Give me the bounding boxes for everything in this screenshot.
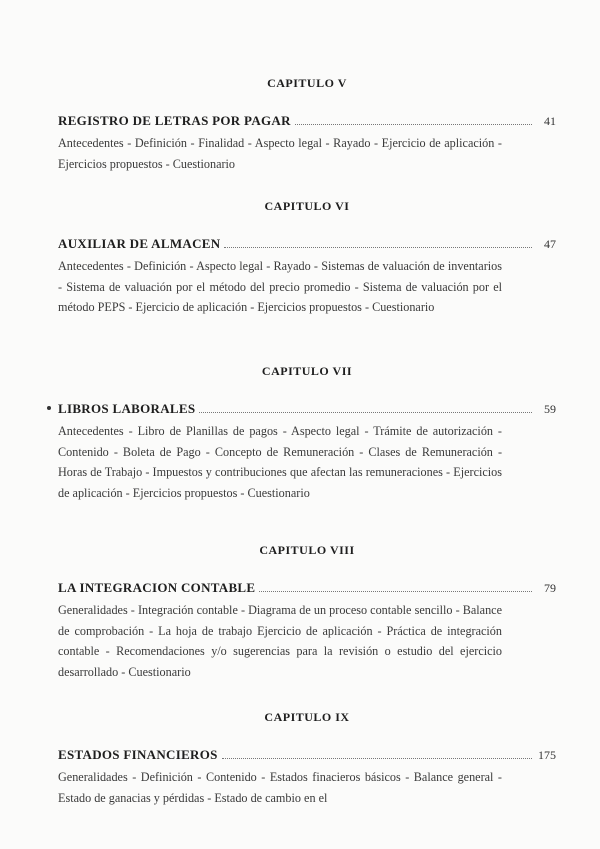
- chapter-heading: CAPITULO VI: [264, 199, 350, 213]
- dot-leader: [199, 411, 532, 413]
- chapter-heading: CAPITULO V: [267, 76, 347, 90]
- chapter-vi: [58, 199, 556, 318]
- entry-title: REGISTRO DE LETRAS POR PAGAR: [58, 113, 291, 128]
- chapter-ix: [58, 710, 556, 808]
- entry-page-number: 41: [544, 114, 556, 128]
- chapter-vii: [58, 364, 556, 503]
- toc-entry: [58, 111, 556, 131]
- toc-entry: [58, 399, 556, 419]
- chapter-v: [58, 76, 556, 174]
- toc-entry: [58, 578, 556, 598]
- toc-entry: [58, 234, 556, 254]
- entry-title: ESTADOS FINANCIEROS: [58, 747, 218, 762]
- entry-description: Antecedentes - Libro de Planillas de pagos - Aspecto legal - Trámite de autorización - Contenido - Boleta de Pago - Concepto de Remuneración - Clases de Remuneración - Horas de Trabajo - Impuestos y contribuciones que afectan las remuneraciones - Ejercicios de aplicación - Ejercicios propuestos - Cuestionario: [58, 424, 502, 500]
- entry-page-number: 79: [544, 581, 556, 595]
- dot-leader: [224, 246, 532, 248]
- entry-page-number: 59: [544, 402, 556, 416]
- bullet-mark: [47, 406, 51, 410]
- dot-leader: [259, 590, 532, 592]
- entry-page-number: 47: [544, 237, 556, 251]
- chapter-heading: CAPITULO VIII: [259, 543, 355, 557]
- entry-title: LIBROS LABORALES: [58, 401, 196, 416]
- entry-description: Generalidades - Definición - Contenido - Estados finacieros básicos - Balance general - Estado de ganacias y pérdidas - Estado de cambio en el: [58, 770, 502, 805]
- toc-entry: [58, 745, 556, 765]
- entry-title: AUXILIAR DE ALMACEN: [58, 236, 221, 251]
- dot-leader: [295, 123, 532, 125]
- entry-title: LA INTEGRACION CONTABLE: [58, 580, 256, 595]
- chapter-heading: CAPITULO VII: [261, 364, 353, 378]
- entry-description: Antecedentes - Definición - Aspecto legal - Rayado - Sistemas de valuación de inventarios - Sistema de valuación por el método del precio promedio - Sistema de valuación por el método PEPS - Ejercicio de aplicación - Ejercicios propuestos - Cuestionario: [58, 259, 502, 314]
- dot-leader: [222, 757, 532, 759]
- chapter-viii: [58, 543, 556, 682]
- entry-page-number: 175: [538, 748, 556, 762]
- chapter-heading: CAPITULO IX: [264, 710, 350, 724]
- entry-description: Generalidades - Integración contable - Diagrama de un proceso contable sencillo - Balance de comprobación - La hoja de trabajo Ejercicio de aplicación - Práctica de integración contable - Recomendaciones y/o sugerencias para la revisión o estudio del ejercicio desarrollado - Cuestionario: [58, 603, 502, 679]
- entry-description: Antecedentes - Definición - Finalidad - Aspecto legal - Rayado - Ejercicio de aplicación - Ejercicios propuestos - Cuestionario: [58, 136, 502, 171]
